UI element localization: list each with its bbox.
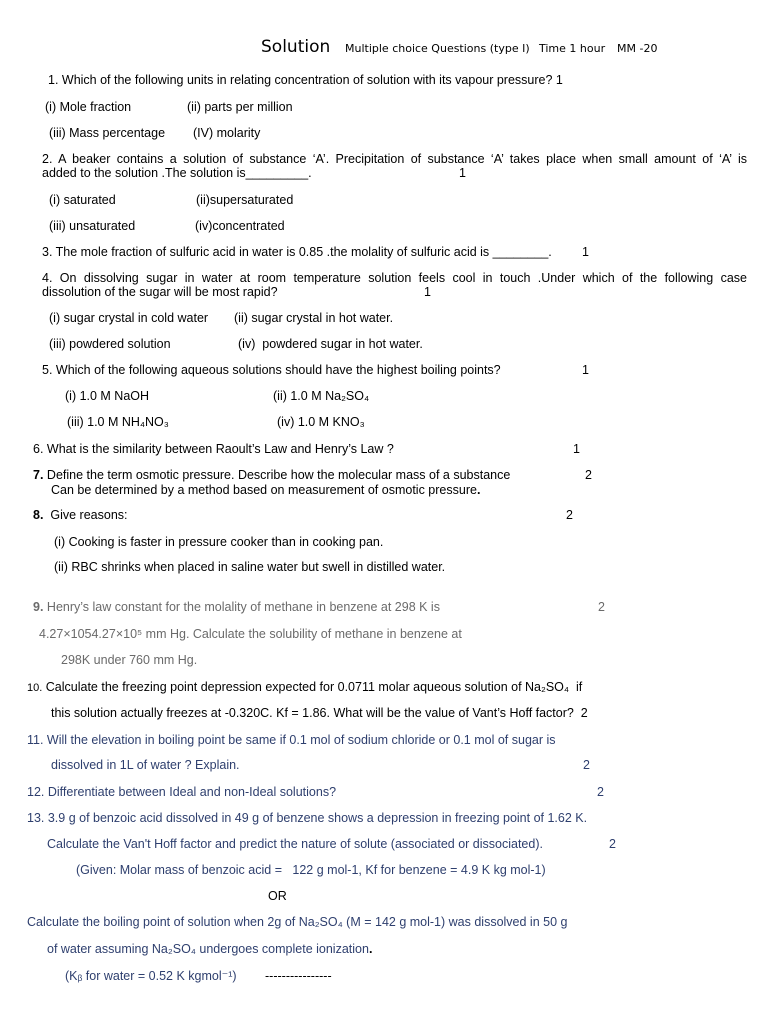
question-10-text: Calculate the freezing point depression expected for 0.0711 molar aqueous solution of Na₂SO₄ if (42, 680, 583, 694)
question-5: 5. Which of the following aqueous solutions should have the highest boiling points? (42, 363, 501, 377)
question-2-line-1: 2. A beaker contains a solution of substance ‘A’. Precipitation of substance ‘A’ takes place when small amount of ‘A’ is (42, 152, 747, 166)
question-13-mark: 2 (609, 837, 616, 851)
question-13-line-1: 13. 3.9 g of benzoic acid dissolved in 49 g of benzene shows a depression in freezing point of 1.62 K. (27, 811, 588, 825)
q5-option-3: (iii) 1.0 M NH₄NO₃ (67, 415, 169, 429)
question-11-line-2: dissolved in 1L of water ? Explain. (51, 758, 240, 772)
time-limit: Time 1 hour (539, 42, 606, 55)
question-type: Multiple choice Questions (type I) (345, 42, 530, 55)
question-9-line-3: 298K under 760 mm Hg. (61, 653, 198, 667)
question-11-text: Will the elevation in boiling point be same if 0.1 mol of sodium chloride or 0.1 mol of sugar is (43, 733, 556, 747)
question-7-text: Define the term osmotic pressure. Describe how the molecular mass of a substance (43, 468, 511, 482)
question-8-mark: 2 (566, 508, 573, 522)
q1-option-1: (i) Mole fraction (45, 100, 132, 114)
q2-option-4: (iv)concentrated (195, 219, 285, 233)
q4-option-3: (iii) powdered solution (49, 337, 171, 351)
question-7-number: 7. (33, 468, 44, 482)
question-8-text: Give reasons: (43, 508, 128, 522)
q1-option-3: (iii) Mass percentage (49, 126, 166, 140)
question-13-alt-dot: . (368, 942, 373, 956)
question-10-line-2: this solution actually freezes at -0.320C. Kf = 1.86. What will be the value of Vant’s Hoff factor? 2 (51, 706, 588, 720)
question-13-line-2: Calculate the Van't Hoff factor and predict the nature of solute (associated or dissociated). (47, 837, 543, 851)
question-7-mark: 2 (585, 468, 592, 482)
question-5-mark: 1 (582, 363, 589, 377)
q2-option-2: (ii)supersaturated (196, 193, 294, 207)
end-dashes: ---------------- (265, 969, 332, 983)
question-13-kb: (Kᵦ for water = 0.52 K kgmol⁻¹) (65, 969, 237, 983)
q5-option-1: (i) 1.0 M NaOH (65, 389, 150, 403)
question-2-line-2: added to the solution .The solution is_________. (42, 166, 312, 180)
q5-option-4: (iv) 1.0 M KNO₃ (277, 415, 365, 429)
q8-reason-1: (i) Cooking is faster in pressure cooker than in cooking pan. (54, 535, 384, 549)
question-11-line-1 (27, 733, 556, 747)
q2-option-3: (iii) unsaturated (49, 219, 136, 233)
question-10-line-1 (27, 680, 582, 695)
q4-option-4: (iv) powdered sugar in hot water. (238, 337, 423, 351)
question-4-mark: 1 (424, 285, 431, 299)
question-7-end-dot: . (476, 483, 481, 497)
question-9-mark: 2 (598, 600, 605, 614)
question-3-mark: 1 (582, 245, 589, 259)
q1-option-4: (IV) molarity (193, 126, 261, 140)
question-9-text: Henry’s law constant for the molality of methane in benzene at 298 K is (43, 600, 440, 614)
question-9-line-2: 4.27×1054.27×10⁵ mm Hg. Calculate the solubility of methane in benzene at (39, 627, 462, 641)
question-6-mark: 1 (573, 442, 580, 456)
question-7-line-2 (51, 483, 480, 497)
question-13-alt-line-1: Calculate the boiling point of solution when 2g of Na₂SO₄ (M = 142 g mol-1) was dissolved in 50 g (27, 915, 568, 929)
question-11-mark: 2 (583, 758, 590, 772)
question-2-mark: 1 (459, 166, 466, 180)
question-13-alt-line-2 (47, 942, 372, 956)
question-4-line-2: dissolution of the sugar will be most rapid? (42, 285, 278, 299)
question-10-number: 10. (27, 682, 43, 694)
question-13-given: (Given: Molar mass of benzoic acid = 122 g mol-1, Kf for benzene = 4.9 K kg mol-1) (76, 863, 546, 877)
question-8 (33, 508, 128, 522)
question-1: 1. Which of the following units in relating concentration of solution with its vapour pressure? 1 (48, 73, 563, 87)
question-7-line-1 (33, 468, 510, 482)
question-9-number: 9. (33, 600, 44, 614)
question-7-line-2-text: Can be determined by a method based on measurement of osmotic pressure (51, 483, 477, 497)
q1-option-2: (ii) parts per million (187, 100, 293, 114)
q2-option-1: (i) saturated (49, 193, 116, 207)
max-marks: MM -20 (617, 42, 658, 55)
or-separator: OR (268, 889, 287, 903)
question-4-line-1: 4. On dissolving sugar in water at room temperature solution feels cool in touch .Under which of the following case (42, 271, 747, 285)
question-8-number: 8. (33, 508, 44, 522)
q5-option-2: (ii) 1.0 M Na₂SO₄ (273, 389, 370, 403)
question-11-number: 11. (27, 733, 44, 747)
question-12: 12. Differentiate between Ideal and non-Ideal solutions? (27, 785, 337, 799)
question-12-mark: 2 (597, 785, 604, 799)
q8-reason-2: (ii) RBC shrinks when placed in saline water but swell in distilled water. (54, 560, 446, 574)
question-3: 3. The mole fraction of sulfuric acid in water is 0.85 .the molality of sulfuric acid is ________. (42, 245, 552, 259)
page-title: Solution (261, 37, 331, 57)
q4-option-1: (i) sugar crystal in cold water (49, 311, 209, 325)
question-9-line-1 (33, 600, 440, 614)
question-6: 6. What is the similarity between Raoult’s Law and Henry’s Law ? (33, 442, 394, 456)
q4-option-2: (ii) sugar crystal in hot water. (234, 311, 394, 325)
question-13-alt-text: of water assuming Na₂SO₄ undergoes complete ionization (47, 942, 369, 956)
